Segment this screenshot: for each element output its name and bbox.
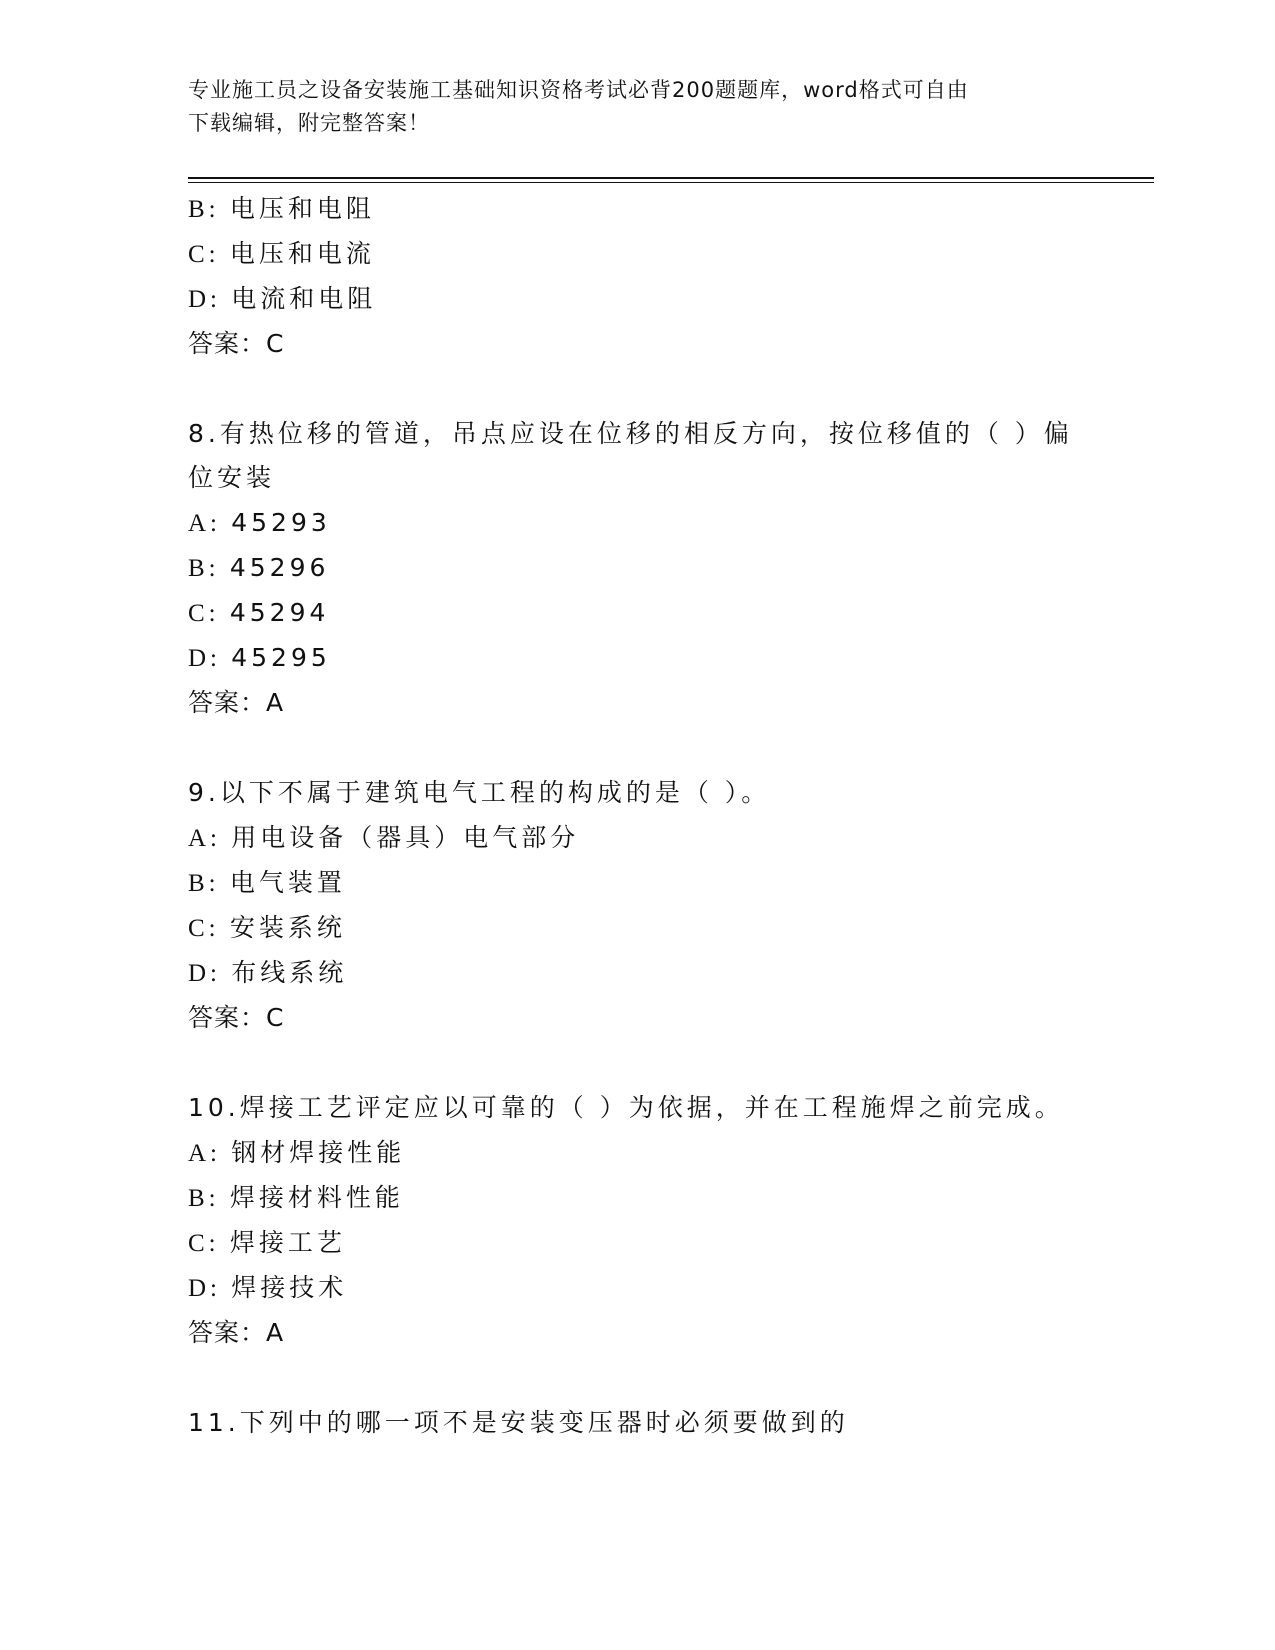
option-text: 焊接技术 — [231, 1273, 348, 1302]
option-text: 电压和电阻 — [229, 194, 375, 223]
option-label: A: — [188, 510, 221, 537]
header-rule-thick — [188, 177, 1154, 179]
option-line — [188, 1182, 404, 1215]
option-line — [188, 867, 346, 900]
option-text: 安装系统 — [229, 913, 346, 942]
question-line: 位安装 — [188, 463, 276, 492]
option-label: D: — [188, 1275, 221, 1302]
option-label: C: — [188, 600, 220, 627]
option-label: B: — [188, 870, 220, 897]
option-line — [188, 642, 331, 675]
option-label: B: — [188, 555, 220, 582]
header-rule-thin — [188, 182, 1154, 183]
option-text: 电流和电阻 — [231, 284, 377, 313]
option-line — [188, 507, 331, 540]
option-label: C: — [188, 1230, 220, 1257]
option-line — [188, 957, 347, 990]
option-text: 电气装置 — [229, 868, 346, 897]
answer-line: 答案：C — [188, 1003, 285, 1032]
answer-line: 答案：A — [188, 688, 285, 717]
header-line-2: 下载编辑，附完整答案！ — [188, 111, 430, 135]
option-line — [188, 1272, 347, 1305]
option-text: 45296 — [229, 553, 330, 582]
option-text: 45295 — [231, 643, 331, 672]
option-label: B: — [188, 1185, 220, 1212]
question-line: 10.焊接工艺评定应以可靠的（ ）为依据，并在工程施焊之前完成。 — [188, 1093, 1064, 1122]
option-text: 用电设备（器具）电气部分 — [231, 823, 580, 852]
option-text: 45293 — [231, 508, 331, 537]
option-text: 45294 — [229, 598, 330, 627]
answer-line: 答案：C — [188, 329, 285, 358]
option-label: C: — [188, 241, 220, 268]
option-text: 焊接材料性能 — [229, 1183, 404, 1212]
question-line: 11.下列中的哪一项不是安装变压器时必须要做到的 — [188, 1408, 849, 1437]
option-label: A: — [188, 825, 221, 852]
option-line — [188, 912, 346, 945]
option-line — [188, 822, 579, 855]
option-text: 焊接工艺 — [229, 1228, 346, 1257]
option-line — [188, 597, 329, 630]
option-text: 布线系统 — [231, 958, 348, 987]
document-header — [188, 74, 1088, 140]
option-label: D: — [188, 286, 221, 313]
option-label: D: — [188, 645, 221, 672]
option-label: A: — [188, 1140, 221, 1167]
option-line — [188, 238, 375, 271]
answer-line: 答案：A — [188, 1318, 285, 1347]
question-line: 9.以下不属于建筑电气工程的构成的是（ ）。 — [188, 778, 771, 807]
option-line — [188, 1137, 405, 1170]
question-line: 8.有热位移的管道，吊点应设在位移的相反方向，按位移值的（ ）偏 — [188, 419, 1073, 448]
option-line — [188, 552, 329, 585]
option-label: C: — [188, 915, 220, 942]
option-label: D: — [188, 960, 221, 987]
option-line — [188, 1227, 346, 1260]
option-line — [188, 283, 376, 316]
option-text: 电压和电流 — [229, 239, 375, 268]
header-line-1: 专业施工员之设备安装施工基础知识资格考试必背200题题库，word格式可自由 — [188, 78, 969, 102]
option-line — [188, 193, 375, 226]
option-text: 钢材焊接性能 — [231, 1138, 406, 1167]
option-label: B: — [188, 196, 220, 223]
